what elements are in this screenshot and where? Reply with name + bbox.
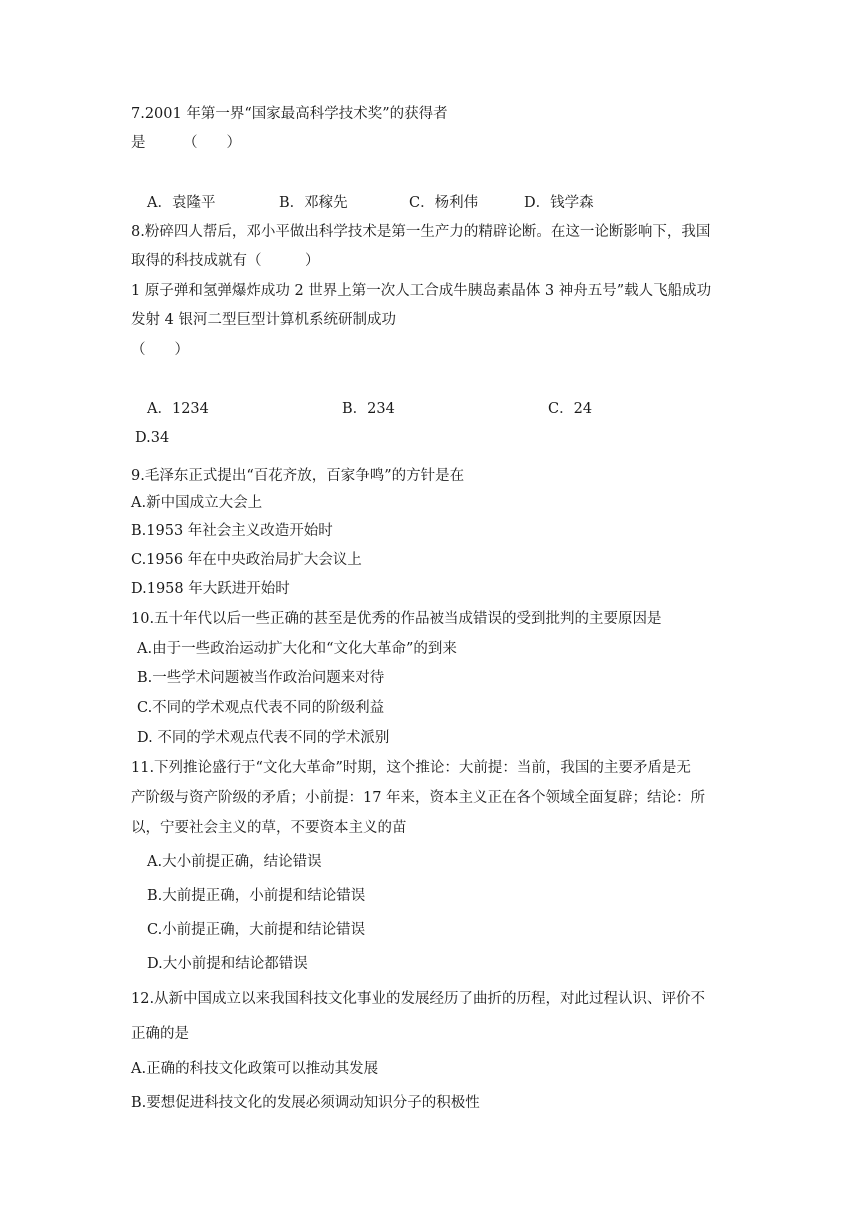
q8-option-d: D.34 [135,430,170,446]
q9-option-d: D.1958 年大跃进开始时 [131,581,290,597]
q12-stem-line1: 12.从新中国成立以来我国科技文化事业的发展经历了曲折的历程，对此过程认识、评价不 [131,991,706,1007]
q11-stem-line1: 11.下列推论盛行于“文化大革命”时期，这个推论：大前提：当前，我国的主要矛盾是无 [131,760,691,776]
q8-items-line1: 1 原子弹和氢弹爆炸成功 2 世界上第一次人工合成牛胰岛素晶体 3 神舟五号”载人飞船成功 [131,283,712,299]
q7-stem-line1: 7.2001 年第一界“国家最高科学技术奖”的获得者 [131,106,448,122]
q10-option-a: A.由于一些政治运动扩大化和“文化大革命”的到来 [137,641,457,657]
q12-option-b: B.要想促进科技文化的发展必须调动知识分子的积极性 [131,1095,480,1111]
q8-stem-line2: 取得的科技成就有（ ） [131,253,320,269]
q8-answer-blank: （ ） [131,342,189,358]
q11-stem-line3: 以，宁要社会主义的草，不要资本主义的苗 [131,820,407,836]
q7-option-a: A．袁隆平 [147,195,216,211]
q9-option-b: B.1953 年社会主义改造开始时 [131,523,333,539]
q9-stem: 9.毛泽东正式提出“百花齐放，百家争鸣”的方针是在 [131,468,465,484]
q9-option-a: A.新中国成立大会上 [131,495,263,511]
q7-option-b: B．邓稼先 [279,195,348,211]
q7-option-c: C．杨利伟 [409,195,479,211]
q10-option-b: B.一些学术问题被当作政治问题来对待 [137,670,385,686]
q11-option-d: D.大小前提和结论都错误 [147,956,308,972]
q7-stem-line2: 是 [131,135,146,151]
q8-items-line2: 发射 4 银河二型巨型计算机系统研制成功 [131,312,396,328]
q11-option-a: A.大小前提正确，结论错误 [147,854,322,870]
q10-option-c: C.不同的学术观点代表不同的阶级利益 [137,700,385,716]
q11-option-c: C.小前提正确，大前提和结论错误 [147,922,366,938]
q9-option-c: C.1956 年在中央政治局扩大会议上 [131,552,362,568]
q8-option-b: B．234 [342,401,395,417]
q8-option-c: C．24 [548,401,593,417]
q11-stem-line2: 产阶级与资产阶级的矛盾；小前提：17 年来，资本主义正在各个领域全面复辟；结论：所 [131,790,706,806]
q11-option-b: B.大前提正确，小前提和结论错误 [147,888,366,904]
q8-stem-line1: 8.粉碎四人帮后，邓小平做出科学技术是第一生产力的精辟论断。在这一论断影响下，我国 [131,224,711,240]
q10-option-d: D. 不同的学术观点代表不同的学术派别 [137,730,390,746]
q12-stem-line2: 正确的是 [131,1026,189,1042]
q7-answer-blank: （ ） [183,135,241,151]
q7-option-d: D．钱学森 [524,195,594,211]
q12-option-a: A.正确的科技文化政策可以推动其发展 [131,1061,379,1077]
q8-option-a: A．1234 [147,401,209,417]
q10-stem: 10.五十年代以后一些正确的甚至是优秀的作品被当成错误的受到批判的主要原因是 [131,611,662,627]
